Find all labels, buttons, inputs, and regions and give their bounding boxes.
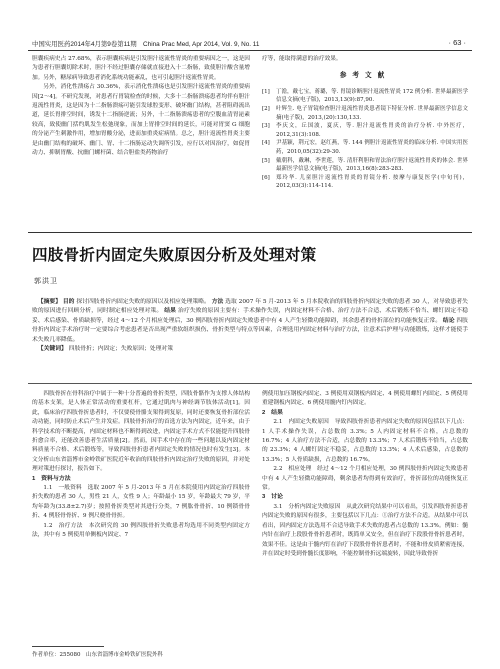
page-number: · 63 ·	[448, 38, 466, 47]
keywords-line	[32, 345, 468, 354]
section-3-heading: 3 讨论	[262, 494, 283, 501]
section-2-1: 2.1 内固定失败原因 导致四肢骨折患者内固定失败的原因包括以下几点：1 人手术操作失误，占总数的 3.3%；5 人内固定材料不合格，占总数的 16.7%；4 人治疗方法不合适，占总数的 13.3%；7 人术后锻炼不恰当，占总数的 23.3%；4 人螺钉固定不稳妥，占总数的 13.3%；4 人术后感染，占总数的 13.3%；5 人骨质缺损，占总数的 16.7%。	[262, 419, 468, 463]
prev-paragraph-end: 疗等，能取得满意的治疗效果。	[262, 56, 342, 62]
header-rule	[28, 50, 472, 51]
footnote-rule	[32, 646, 104, 647]
section-2-heading: 2 结果	[262, 409, 283, 416]
abstract-results: 治疗失败的原因主要有：手术操作失误，内固定材料不合格、治疗方法不合适、术后锻炼不恰当、螺钉固定不稳妥、术后感染、骨质缺损等，经过 4～12 个月相应处理后，30 例四肢骨折内固定失败患者中有 4 人产生轻微功能障碍，其余患者的骨折部位的功能恢复正常。	[32, 308, 468, 324]
journal-citation: 中国实用医药2014年4月第9卷第11期 China Prac Med, Apr 2014, Vol. 9, No. 11	[32, 41, 260, 48]
reference-item: [6] 郑玲华. 儿童胆汁返流性胃炎的胃镜分析. 按摩与康复医学(中旬刊)，2012,03(3):114-114.	[262, 174, 468, 190]
section-1-2-cont: 例使用加压钢板内固定、3 例使用双钢板内固定、4 例使用螺钉内固定、5 例使用重建钢板内固定、6 例使用髓内钉内固定。	[262, 391, 468, 407]
prev-article-right-column	[262, 55, 468, 191]
article-right-column	[262, 390, 468, 559]
article-title: 四肢骨折内固定失败原因分析及处理对策	[32, 245, 317, 264]
prev-article-left-column	[32, 55, 250, 158]
reference-item: [3] 李庆文，丘国波，夏庆，等. 胆汁返流性胃炎的治疗分析. 中外医疗，2012,31(3):108.	[262, 123, 468, 138]
running-head	[28, 37, 472, 49]
section-1-1: 1.1 一般资料 选取 2007 年 5 月-2013 年 5 月在本院使用内固定治疗四肢骨折失败的患者 30 人，男性 21 人，女性 9 人；年龄最小 15 岁，年龄最大 79 岁，平均年龄为(33.8±2.7)岁；按照骨折类型对其进行分类，7 例肱骨骨折、10 例锁骨骨折、4 例胫骨骨折、9 例尺桡骨骨折。	[32, 485, 250, 520]
abstract-label: 【摘要】	[37, 299, 62, 305]
article-separator-rule	[28, 232, 472, 233]
abstract-methods: 选取 2007 年 5 月-2013 年 5 月本院收治的四肢骨折内固定失败的患者 30 人，对导致患者失败的原因进行回顾分析，同时制定相应处理对策。	[32, 299, 468, 315]
author-affiliation-footnote: 作者单位：255080 山东省淄博市金岭铁矿医院外科	[32, 652, 163, 658]
references-heading: 参考文献	[339, 72, 391, 80]
reference-item: [1] 丁澹，戴七宝，蒋璐，等. 胃镜诊断胆汁返流性胃炎 172 例分析. 世界最新医学信息文摘(电子版)，2013,13(9):87,90.	[262, 88, 468, 104]
article-left-column	[32, 390, 250, 541]
intro-paragraph: 四肢骨折在骨科治疗中属于一种十分普遍的骨折类型，四肢骨骼作为支撑人体结构的基本支架，是人体正常活动的重要杠杆，它通过肌肉与神经调节肢体活动[1]。因此，临床治疗四肢骨折患者时，不仅要使骨骼支架得到复原，同时还要恢复骨折部位活动功能，同时防止术后产生并发症。四肢骨折治疗的首选方法为内固定，近年来，由于科学技术的不断提高，内固定材料也不断得到改进，内固定手术方式不仅能提升四肢骨折愈合率，还能改善患者生活质量[2]。然而，因手术中存在的一些问题以及内固定材料质量不合格、术后锻炼等，导致四肢骨折患者内固定失败的情况也时有发生[3]。本文分析山东省淄博市金岭铁矿医院近年收治的四肢骨折内固定治疗失败的原因，并对处理对策进行探讨，报告如下。	[32, 391, 250, 473]
reference-list	[262, 88, 468, 191]
reference-item: [4] 尹基颖，荆元宏，赵红燕，等. 144 例胆汁返流性胃炎的临床分析. 中国实用医药，2010,05(32):29-30.	[262, 140, 468, 155]
abstract-rule	[28, 383, 472, 384]
abstract-block	[32, 298, 468, 354]
abstract-objective: 探讨四肢骨折内固定失败的原因以及相应处理策略。	[76, 299, 210, 305]
prev-paragraph-2: 另外，消化性溃疡占 30.36%，表示消化性溃疡也是引发胆汁返流性胃炎的重要病因[2～4]。不研究发现，对患者行胃镜检查的时候，大多十二指肠溃疡患者均伴有胆汁返流性胃炎，这是因为十二指肠溃疡可能引发球腔变形、破坏幽门结构，甚者阻碍流出道，延长胃排空时间，诱发十二指肠逆流；另外，十二指肠溃疡患者的空腹血清胃泌素较高，致使幽门括约肌发生松弛现象，而加上胃排空时间的延长，可能对胃窦 G 细胞的分泌产生刺激作用，增加胃酸分泌，进而加重炎症病情。总之，胆汁返流性胃炎主要是由幽门结构的破坏、幽门、胃、十二指肠运动失调所引发，应行以对因治疗，如促胃动力、抑制胃酸、抗幽门螺杆菌、结合胆盐类药物治疗	[32, 84, 250, 157]
abstract-conclusion: 四肢骨折内固定手术治疗时一定要综合考虑患者是否出现严重软组织损伤、骨折类型与特点等因素，合理选用内固定材料与治疗方法，注意术后护理与功能锻炼，这样才能使手术失败几率降低。	[32, 317, 468, 343]
section-1-heading: 1 资料与方法	[32, 475, 71, 482]
section-2-2: 2.2 相应处理 经过 4～12 个月相应处理，30 例四肢骨折内固定失败患者中有 4 人产生轻微功能障碍，剩余患者均得到有效治疗，骨折部位的功能恢复正常。	[262, 466, 468, 492]
article-author: 郭洪卫	[34, 277, 58, 285]
reference-item: [2] 叶辉生. 电子胃镜检查胆汁返流性胃炎患者镜下特征分析. 世界最新医学信息文摘(电子版)，2013,(20):130,133.	[262, 106, 468, 121]
abstract-text: 【摘要】 目的 探讨四肢骨折内固定失败的原因以及相应处理策略。 方法 选取 2007 年 5 月-2013 年 5 月本院收治的四肢骨折内固定失败的患者 30 人，对导致患者失败的原因进行回顾分析，同时制定相应处理对策。 结果 治疗失败的原因主要有：手术操作失误，内固定材料不合格、治疗方法不合适、术后锻炼不恰当、螺钉固定不稳妥、术后感染、骨质缺损等，经过 4～12 个月相应处理后，30 例四肢骨折内固定失败患者中有 4 人产生轻微功能障碍，其余患者的骨折部位的功能恢复正常。 结论 四肢骨折内固定手术治疗时一定要综合考虑患者是否出现严重软组织损伤、骨折类型与特点等因素，合理选用内固定材料与治疗方法，注意术后护理与功能锻炼，这样才能使手术失败几率降低。	[32, 299, 468, 343]
keywords-label: 【关键词】	[37, 346, 67, 353]
prev-paragraph-1: 胆囊疾病史占 27.68%，表示胆囊疾病是引发胆汁返流性胃炎的重要病因之一，这是因为患者行胆囊切除术时，胆汁不经过胆囊存储就直接进入十二指肠，致使胆汁酸含量增加。另外，糖尿病导致患者消化系统功能紊乱，也可引起胆汁返流性胃炎。	[32, 56, 250, 81]
keywords-text: 四肢骨折；内固定；失败原因；处理对策	[68, 346, 173, 353]
section-1-2: 1.2 治疗方法 本次研究的 30 例四肢骨折失败患者均选用不同类型内固定方法，其中有 5 例使用单侧板内固定、7	[32, 522, 250, 539]
section-3-1: 3.1 分析内固定失败原因 从此次研究结果中可以看出，引发四肢骨折患者内固定失败的原因有很多，主要包括以下几点：①治疗方法不合适。从结果中可以看出，因内固定方法选用不合适导致手术失败的患者占总数的 13.3%。例如：髓内针在治疗上段股骨骨折患者时，既简单又安全，但在治疗下段股骨骨折患者时，效果不佳。这是由于髓内钉在治疗下段股骨骨折患者时，不能和骨皮质紧密连接，并在固定时受到骨髓长度影响，不能控制骨折远端旋转，因此导致骨折	[262, 503, 468, 557]
reference-item: [5] 戴朝科，戴琳，李世莲，等. 清肝利胆和胃法治疗胆汁返流性胃炎的体会. 世界最新医学信息文摘(电子版)，2013,16(8):283-283.	[262, 157, 468, 173]
